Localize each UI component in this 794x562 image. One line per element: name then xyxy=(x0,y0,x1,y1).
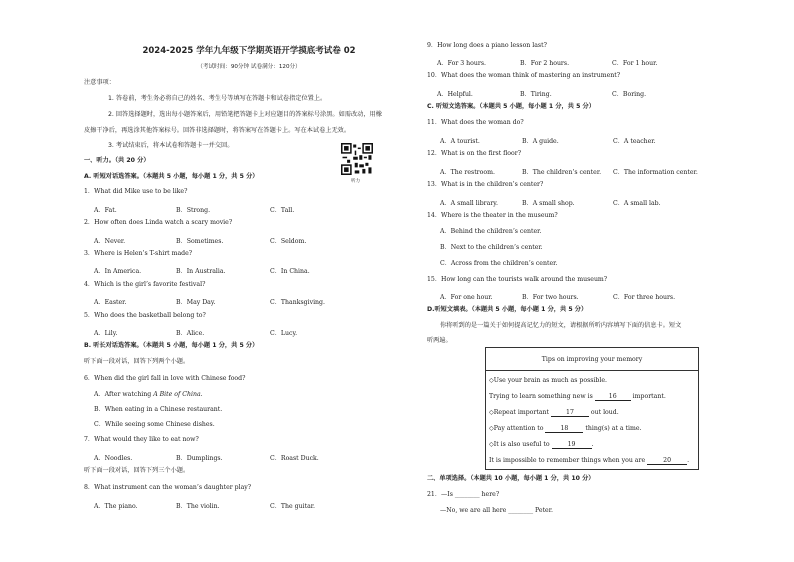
section-heading: 二、单项选择。（本题共 10 小题，每小题 1 分，共 10 分） xyxy=(427,475,595,482)
blank-20[interactable]: 20 xyxy=(647,458,687,465)
option: B．A small shop. xyxy=(522,200,575,207)
option: B．Sometimes. xyxy=(176,238,224,245)
option: B．May Day. xyxy=(176,299,216,306)
notes-heading: 注意事项： xyxy=(84,79,115,86)
option: A．For one hour. xyxy=(440,294,493,301)
option: B．Next to the children’s center. xyxy=(440,244,543,251)
option: C．While seeing some Chinese dishes. xyxy=(94,421,215,428)
question-14: 14．Where is the theater in the museum? xyxy=(427,212,558,219)
question-1: 1．What did Mike use to be like? xyxy=(84,188,188,195)
option: B．A guide. xyxy=(522,138,559,145)
option: A．Fat. xyxy=(94,207,117,214)
note-item: 1. 答卷前，考生务必将自己的姓名、考生号等填写在答题卡和试卷指定位置上。 xyxy=(108,95,327,102)
option: B．Strong. xyxy=(176,207,211,214)
option: B．When eating in a Chinese restaurant. xyxy=(94,406,223,413)
card-line: Trying to learn something new is 16 important. xyxy=(489,393,666,400)
blank-16[interactable]: 16 xyxy=(595,394,631,401)
question-5: 5．Who does the basketball belong to? xyxy=(84,312,206,319)
option: C．Roast Duck. xyxy=(270,455,319,462)
option: B．For 2 hours. xyxy=(520,60,570,67)
card-line: ◇It is also useful to 19 . xyxy=(489,441,594,448)
option: A．The piano. xyxy=(94,503,138,510)
blank-19[interactable]: 19 xyxy=(552,442,592,449)
instruction: 听下面一段对话，回答下列三个小题。 xyxy=(84,467,190,474)
instruction: 你将听到的是一篇关于如何提高记忆力的短文，请根据所听内容填写下面的信息卡。短文 xyxy=(440,322,682,329)
question-15: 15．How long can the tourists walk around the museum? xyxy=(427,276,608,283)
option: C．Across from the children’s center. xyxy=(440,260,558,267)
card-line: It is impossible to remember things when you are 20 . xyxy=(489,457,690,464)
section-d-heading: D.听短文填表。（本题共 5 小题，每小题 1 分，共 5 分） xyxy=(427,306,588,313)
blank-18[interactable]: 18 xyxy=(545,426,583,433)
option: B．In Australia. xyxy=(176,268,226,275)
question-9: 9．How long does a piano lesson last? xyxy=(427,42,547,49)
option: C．Thanksgiving. xyxy=(270,299,325,306)
option: B．Tiring. xyxy=(520,91,552,98)
option: A．For 3 hours. xyxy=(437,60,486,67)
section-b-heading: B. 听长对话选答案。（本题共 5 小题，每小题 1 分，共 5 分） xyxy=(84,342,259,349)
question-12: 12．What is on the first floor? xyxy=(427,150,522,157)
card-line: ◇Pay attention to 18 thing(s) at a time. xyxy=(489,425,642,432)
option: B．Dumplings. xyxy=(176,455,223,462)
option: C．A small lab. xyxy=(613,200,661,207)
option: C．Seldom. xyxy=(270,238,307,245)
card-divider xyxy=(485,370,699,371)
note-item: 皮擦干净后，再选涂其他答案标号。回答非选择题时，将答案写在答题卡上。写在本试卷上无效。 xyxy=(84,127,351,134)
option: A．The restroom. xyxy=(440,169,495,176)
option: C．A teacher. xyxy=(613,138,656,145)
option: B．Alice. xyxy=(176,330,205,337)
page-title: 2024-2025 学年九年级下学期英语开学摸底考试卷 02 xyxy=(142,46,356,56)
note-item: 3. 考试结束后，将本试卷和答题卡一并交回。 xyxy=(108,142,234,149)
question-13: 13．What is in the children’s center? xyxy=(427,181,544,188)
option: B．For two hours. xyxy=(522,294,579,301)
blank-17[interactable]: 17 xyxy=(551,410,589,417)
instruction: 听两遍。 xyxy=(427,337,452,344)
option: C．The guitar. xyxy=(270,503,316,510)
option: A．Never. xyxy=(94,238,126,245)
question-8: 8．What instrument can the woman’s daughter play? xyxy=(84,484,252,491)
card-line: ◇Repeat important 17 out loud. xyxy=(489,409,619,416)
option: C．For 1 hour. xyxy=(612,60,658,67)
option: A．Lily. xyxy=(94,330,118,337)
option: A．In America. xyxy=(94,268,142,275)
question-21: 21．—Is ________ here? xyxy=(427,491,500,498)
option: C．Lucy. xyxy=(270,330,298,337)
question-21-line2: —No, we are all here ________ Peter. xyxy=(440,507,553,514)
question-11: 11．What does the woman do? xyxy=(427,119,524,126)
option: C．For three hours. xyxy=(613,294,676,301)
qr-code-icon xyxy=(341,143,373,175)
section-c-heading: C. 听短文选答案。（本题共 5 小题，每小题 1 分，共 5 分） xyxy=(427,103,595,110)
option: B．The children’s center. xyxy=(522,169,602,176)
option: C．Tall. xyxy=(270,207,295,214)
card-title: Tips on improving your memory xyxy=(541,356,643,363)
option: C．In China. xyxy=(270,268,310,275)
option: A．Easter. xyxy=(94,299,127,306)
option: A．A small library. xyxy=(440,200,498,207)
question-6: 6．When did the girl fall in love with Chinese food? xyxy=(84,375,246,382)
option: A．Helpful. xyxy=(437,91,473,98)
section-heading: 一、听力。（共 20 分） xyxy=(84,157,150,164)
option: A．Noodles. xyxy=(94,455,133,462)
option: A．After watching A Bite of China. xyxy=(94,391,203,398)
card-line: ◇Use your brain as much as possible. xyxy=(489,377,607,384)
page-subtitle: （考试时间：90分钟 试卷满分：120分） xyxy=(197,64,301,70)
option: B．The violin. xyxy=(176,503,220,510)
option: A．A tourist. xyxy=(440,138,480,145)
question-3: 3．Where is Helen’s T-shirt made? xyxy=(84,250,193,257)
question-7: 7．What would they like to eat now? xyxy=(84,436,199,443)
note-item: 2. 回答选择题时，选出每小题答案后，用铅笔把答题卡上对应题目的答案标号涂黑。如需改动，用橡 xyxy=(108,111,382,118)
question-4: 4．Which is the girl’s favorite festival? xyxy=(84,281,206,288)
section-a-heading: A. 听短对话选答案。（本题共 5 小题，每小题 1 分，共 5 分） xyxy=(84,173,259,180)
option: A．Behind the children’s center. xyxy=(440,228,542,235)
option: C．Boring. xyxy=(612,91,647,98)
question-2: 2．How often does Linda watch a scary movie? xyxy=(84,219,233,226)
qr-label: 听力 xyxy=(351,179,360,184)
instruction: 听下面一段对话，回答下列两个小题。 xyxy=(84,358,190,365)
question-10: 10．What does the woman think of mastering an instrument? xyxy=(427,72,621,79)
option: C．The information center. xyxy=(613,169,698,176)
